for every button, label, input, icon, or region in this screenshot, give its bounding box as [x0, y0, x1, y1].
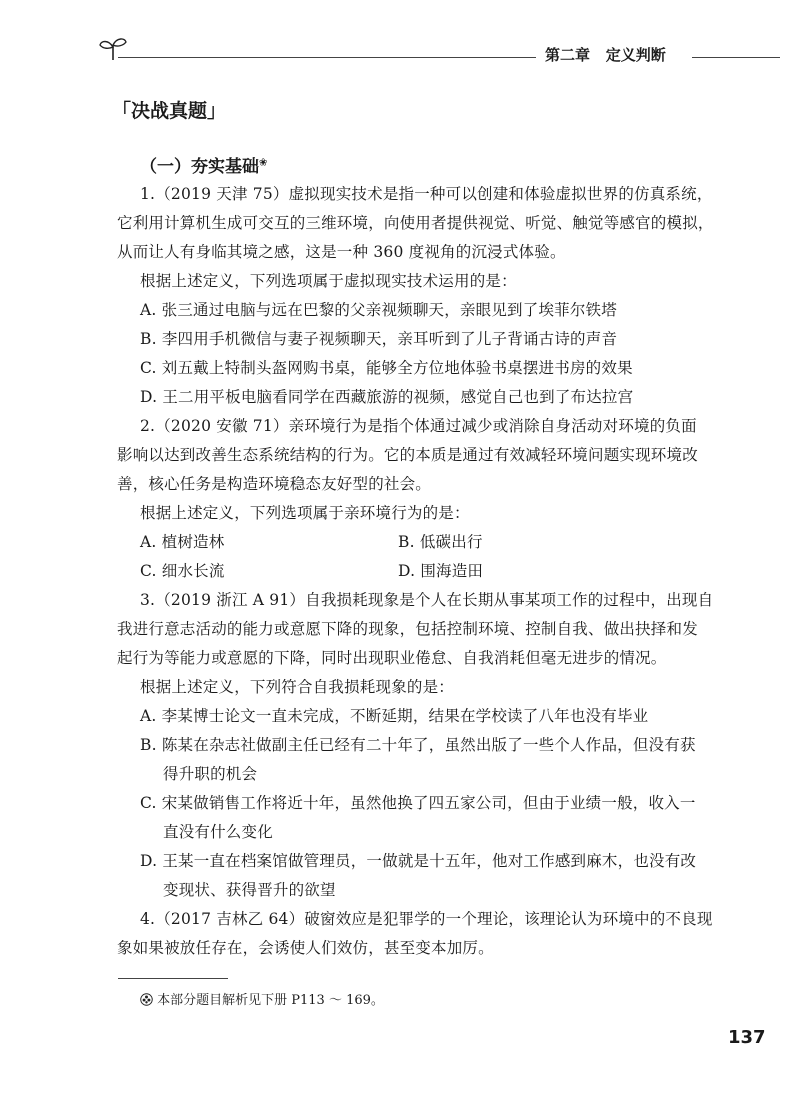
q3-prompt: 根据上述定义，下列符合自我损耗现象的是：: [140, 678, 455, 696]
q2-option-b: B. 低碳出行: [398, 533, 483, 551]
q1-stem-line: 它利用计算机生成可交互的三维环境，向使用者提供视觉、听觉、触觉等感官的模拟，: [117, 214, 714, 232]
q3-option-d: D. 王某一直在档案馆做管理员，一做就是十五年，他对工作感到麻木，也没有改: [140, 852, 697, 870]
chapter-title: 定义判断: [605, 46, 666, 64]
q2-prompt: 根据上述定义，下列选项属于亲环境行为的是：: [140, 504, 470, 522]
q3-option-d-cont: 变现状、获得晋升的欲望: [163, 881, 336, 899]
q4-stem-line: 象如果被放任存在，会诱使人们效仿，甚至变本加厉。: [117, 939, 494, 957]
footnote: [140, 989, 384, 1008]
subsection-title-text: （一）夯实基础: [140, 157, 259, 177]
flower-icon: [140, 993, 153, 1006]
section-title: 「决战真题」: [112, 100, 227, 122]
q1-option-d: D. 王二用平板电脑看同学在西藏旅游的视频，感觉自己也到了布达拉宫: [140, 388, 634, 406]
q3-option-c-cont: 直没有什么变化: [163, 823, 273, 841]
q2-stem-line: 善，核心任务是构造环境稳态友好型的社会。: [117, 475, 432, 493]
q3-stem-line: 我进行意志活动的能力或意愿下降的现象，包括控制环境、控制自我、做出抉择和发: [117, 620, 698, 638]
q3-stem-line: 起行为等能力或意愿的下降，同时出现职业倦怠、自我消耗但毫无进步的情况。: [117, 649, 667, 667]
q1-option-b: B. 李四用手机微信与妻子视频聊天，亲耳听到了儿子背诵古诗的声音: [140, 330, 618, 348]
footnote-rule: [118, 978, 228, 979]
q1-option-a: A. 张三通过电脑与远在巴黎的父亲视频聊天，亲眼见到了埃菲尔铁塔: [140, 301, 617, 319]
q3-option-b-cont: 得升职的机会: [163, 765, 258, 783]
q2-option-a: A. 植树造林: [140, 533, 225, 551]
sprout-icon: [98, 36, 128, 62]
chapter-number: 第二章: [545, 46, 591, 64]
q2-stem-line: 影响以达到改善生态系统结构的行为。它的本质是通过有效减轻环境问题实现环境改: [117, 446, 698, 464]
q2-option-d: D. 围海造田: [398, 562, 484, 580]
q3-option-b: B. 陈某在杂志社做副主任已经有二十年了，虽然出版了一些个人作品，但没有获: [140, 736, 696, 754]
q1-prompt: 根据上述定义，下列选项属于虚拟现实技术运用的是：: [140, 272, 517, 290]
q4-stem-line: 4.（2017 吉林乙 64）破窗效应是犯罪学的一个理论，该理论认为环境中的不良现: [140, 910, 713, 928]
footnote-text: 本部分题目解析见下册 P113 ～ 169。: [157, 993, 384, 1008]
q2-option-c: C. 细水长流: [140, 562, 225, 580]
q3-option-a: A. 李某博士论文一直未完成，不断延期，结果在学校读了八年也没有毕业: [140, 707, 649, 725]
q2-stem-line: 2.（2020 安徽 71）亲环境行为是指个体通过减少或消除自身活动对环境的负面: [140, 417, 697, 435]
q1-stem-line: 1.（2019 天津 75）虚拟现实技术是指一种可以创建和体验虚拟世界的仿真系统，: [140, 185, 713, 203]
header-rule: [118, 57, 536, 58]
q1-option-c: C. 刘五戴上特制头盔网购书桌，能够全方位地体验书桌摆进书房的效果: [140, 359, 633, 377]
chapter-header: [545, 44, 666, 65]
q3-option-c: C. 宋某做销售工作将近十年，虽然他换了四五家公司，但由于业绩一般，收入一: [140, 794, 696, 812]
footnote-mark: ❀: [259, 157, 268, 169]
header-rule: [692, 57, 780, 58]
q1-stem-line: 从而让人有身临其境之感，这是一种 360 度视角的沉浸式体验。: [117, 243, 566, 261]
q3-stem-line: 3.（2019 浙江 A 91）自我损耗现象是个人在长期从事某项工作的过程中，出现自: [140, 591, 714, 609]
subsection-title: [140, 152, 267, 177]
page-number: 137: [728, 1027, 766, 1048]
